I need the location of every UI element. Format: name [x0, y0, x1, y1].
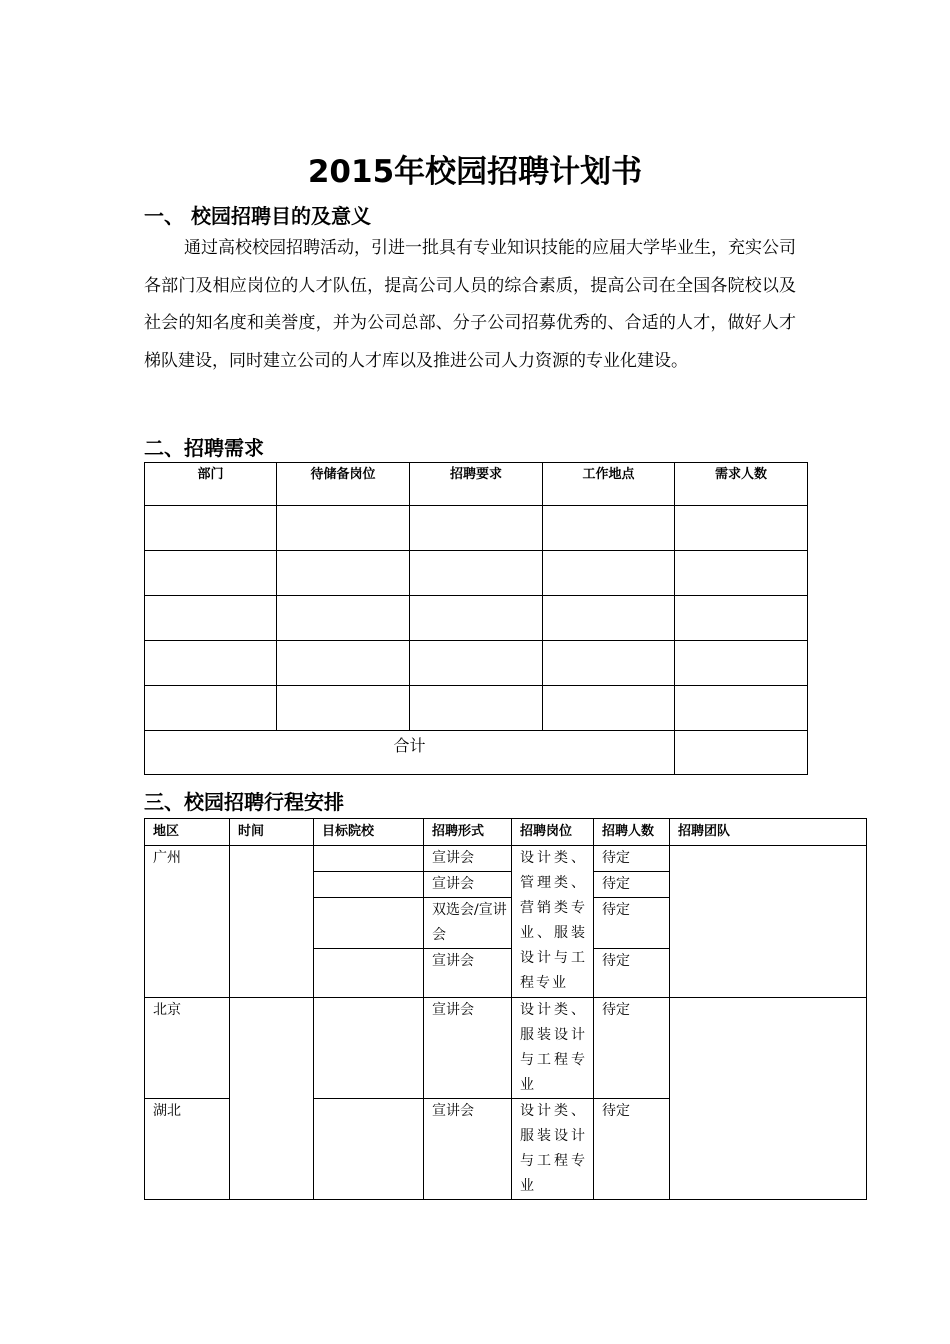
col-header-location: 工作地点 [543, 463, 675, 506]
school-cell[interactable] [314, 898, 424, 949]
section-heading-purpose: 一、 校园招聘目的及意义 [144, 204, 371, 228]
form-cell: 宣讲会 [424, 846, 512, 872]
form-cell: 宣讲会 [424, 1099, 512, 1200]
col-header-form: 招聘形式 [424, 819, 512, 846]
region-beijing: 北京 [145, 998, 230, 1099]
table-cell[interactable] [410, 551, 543, 596]
form-cell: 双选会/宣讲会 [424, 898, 512, 949]
time-cell[interactable] [230, 846, 314, 998]
document-title: 2015年校园招聘计划书 [307, 154, 643, 190]
count-cell: 待定 [594, 998, 670, 1099]
table-cell[interactable] [277, 551, 410, 596]
table-cell[interactable] [145, 551, 277, 596]
time-cell[interactable] [230, 998, 314, 1200]
form-cell: 宣讲会 [424, 998, 512, 1099]
form-cell: 宣讲会 [424, 949, 512, 998]
table-cell[interactable] [675, 641, 808, 686]
region-guangzhou: 广州 [145, 846, 230, 998]
count-cell: 待定 [594, 846, 670, 872]
table-cell[interactable] [410, 506, 543, 551]
col-header-headcount: 需求人数 [675, 463, 808, 506]
table-cell[interactable] [277, 641, 410, 686]
table-cell[interactable] [543, 686, 675, 731]
col-header-team: 招聘团队 [670, 819, 867, 846]
table-cell[interactable] [543, 596, 675, 641]
purpose-paragraph: 通过高校校园招聘活动，引进一批具有专业知识技能的应届大学毕业生，充实公司各部门及相应岗位的人才队伍，提高公司人员的综合素质，提高公司在全国各院校以及社会的知名度和美誉度，并为公司总部、分子公司招募优秀的、合适的人才，做好人才梯队建设，同时建立公司的人才库以及推进公司人力资源的专业化建设。 [144, 238, 796, 371]
table-cell[interactable] [145, 686, 277, 731]
table-cell[interactable] [277, 596, 410, 641]
table-cell[interactable] [410, 641, 543, 686]
table-cell[interactable] [277, 506, 410, 551]
table-cell[interactable] [145, 596, 277, 641]
col-header-department: 部门 [145, 463, 277, 506]
table-row [145, 641, 808, 686]
demand-table [144, 462, 808, 775]
region-hubei: 湖北 [145, 1099, 230, 1200]
table-row [145, 551, 808, 596]
table-cell[interactable] [410, 686, 543, 731]
table-row [145, 998, 867, 1099]
table-cell[interactable] [543, 641, 675, 686]
table-row [145, 846, 867, 872]
team-cell[interactable] [670, 846, 867, 998]
table-cell[interactable] [675, 686, 808, 731]
section-heading-schedule: 三、校园招聘行程安排 [144, 790, 344, 814]
col-header-position: 招聘岗位 [512, 819, 594, 846]
col-header-position: 待储备岗位 [277, 463, 410, 506]
table-row [145, 686, 808, 731]
school-cell[interactable] [314, 1099, 424, 1200]
count-cell: 待定 [594, 872, 670, 898]
school-cell[interactable] [314, 998, 424, 1099]
table-cell[interactable] [675, 551, 808, 596]
count-cell: 待定 [594, 1099, 670, 1200]
col-header-requirement: 招聘要求 [410, 463, 543, 506]
table-cell[interactable] [675, 506, 808, 551]
count-cell: 待定 [594, 898, 670, 949]
total-row [145, 731, 808, 775]
demand-header-row [145, 463, 808, 506]
school-cell[interactable] [314, 872, 424, 898]
table-cell[interactable] [543, 551, 675, 596]
form-cell: 宣讲会 [424, 872, 512, 898]
table-row [145, 596, 808, 641]
table-cell[interactable] [543, 506, 675, 551]
position-cell: 设计类、服装设计与工程专业 [512, 1099, 594, 1200]
total-value-cell[interactable] [675, 731, 808, 775]
table-cell[interactable] [145, 506, 277, 551]
col-header-region: 地区 [145, 819, 230, 846]
position-cell: 设计类、管理类、营销类专业、服装设计与工程专业 [512, 846, 594, 998]
position-cell: 设计类、服装设计与工程专业 [512, 998, 594, 1099]
col-header-headcount: 招聘人数 [594, 819, 670, 846]
section-heading-demand: 二、招聘需求 [144, 436, 264, 460]
count-cell: 待定 [594, 949, 670, 998]
team-cell[interactable] [670, 998, 867, 1200]
table-row [145, 506, 808, 551]
table-cell[interactable] [675, 596, 808, 641]
schedule-header-row [145, 819, 867, 846]
school-cell[interactable] [314, 949, 424, 998]
school-cell[interactable] [314, 846, 424, 872]
table-cell[interactable] [145, 641, 277, 686]
total-label: 合计 [145, 731, 675, 775]
col-header-target-school: 目标院校 [314, 819, 424, 846]
schedule-table [144, 818, 867, 1200]
table-cell[interactable] [410, 596, 543, 641]
table-cell[interactable] [277, 686, 410, 731]
col-header-time: 时间 [230, 819, 314, 846]
